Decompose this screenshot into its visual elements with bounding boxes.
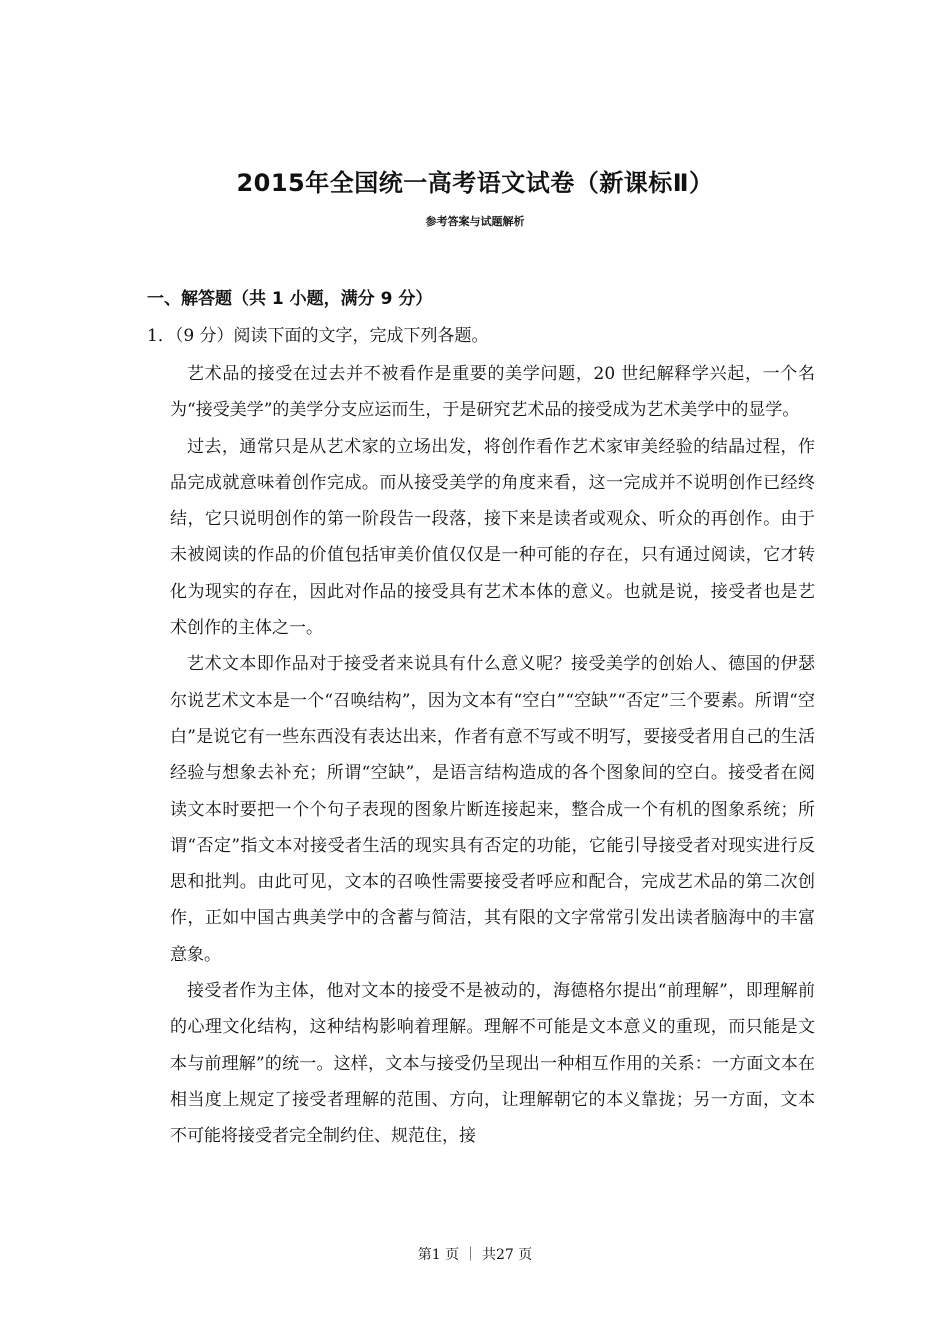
- passage: [170, 356, 815, 1155]
- page-subtitle: 参考答案与试题解析: [425, 215, 525, 228]
- page-title: 2015年全国统一高考语文试卷（新课标Ⅱ）: [236, 169, 714, 197]
- passage-paragraph-1: 艺术品的接受在过去并不被看作是重要的美学问题，20 世纪解释学兴起，一个名为“接受美学”的美学分支应运而生，于是研究艺术品的接受成为艺术美学中的显学。: [170, 364, 815, 421]
- question-text: （9 分）阅读下面的文字，完成下列各题。: [174, 326, 489, 346]
- passage-paragraph-4: 接受者作为主体，他对文本的接受不是被动的，海德格尔提出“前理解”，即理解前的心理文化结构，这种结构影响着理解。理解不可能是文本意义的重现，而只能是文本与前理解”的统一。这样，文本与接受仍呈现出一种相互作用的关系：一方面文本在相当度上规定了接受者理解的范围、方向，让理解朝它的本义靠拢；另一方面，文本不可能将接受者完全制约住、规范住，接: [170, 981, 815, 1147]
- page-footer: 第1 页 ｜ 共27 页: [417, 1247, 533, 1263]
- passage-paragraph-3: 艺术文本即作品对于接受者来说具有什么意义呢？接受美学的创始人、德国的伊瑟尔说艺术文本是一个“召唤结构”，因为文本有“空白”“空缺”“否定”三个要素。所谓“空白”是说它有一些东西没有表达出来，作者有意不写或不明写，要接受者用自己的生活经验与想象去补充；所谓“空缺”，是语言结构造成的各个图象间的空白。接受者在阅读文本时要把一个个句子表现的图象片断连接起来，整合成一个有机的图象系统；所谓“否定”指文本对接受者生活的现实具有否定的功能，它能引导接受者对现实进行反思和批判。由此可见，文本的召唤性需要接受者呼应和配合，完成艺术品的第二次创作，正如中国古典美学中的含蓄与简洁，其有限的文字常常引发出读者脑海中的丰富意象。: [170, 654, 815, 965]
- passage-paragraph-2: 过去，通常只是从艺术家的立场出发，将创作看作艺术家审美经验的结晶过程，作品完成就意味着创作完成。而从接受美学的角度来看，这一完成并不说明创作已经终结，它只说明创作的第一阶段告一段落，接下来是读者或观众、听众的再创作。由于未被阅读的作品的价值包括审美价值仅仅是一种可能的存在，只有通过阅读，它才转化为现实的存在，因此对作品的接受具有艺术本体的意义。也就是说，接受者也是艺术创作的主体之一。: [170, 436, 815, 639]
- section-heading: 一、解答题（共 1 小题，满分 9 分）: [147, 289, 433, 309]
- question-line: [147, 321, 489, 346]
- question-number: 1．: [147, 326, 175, 346]
